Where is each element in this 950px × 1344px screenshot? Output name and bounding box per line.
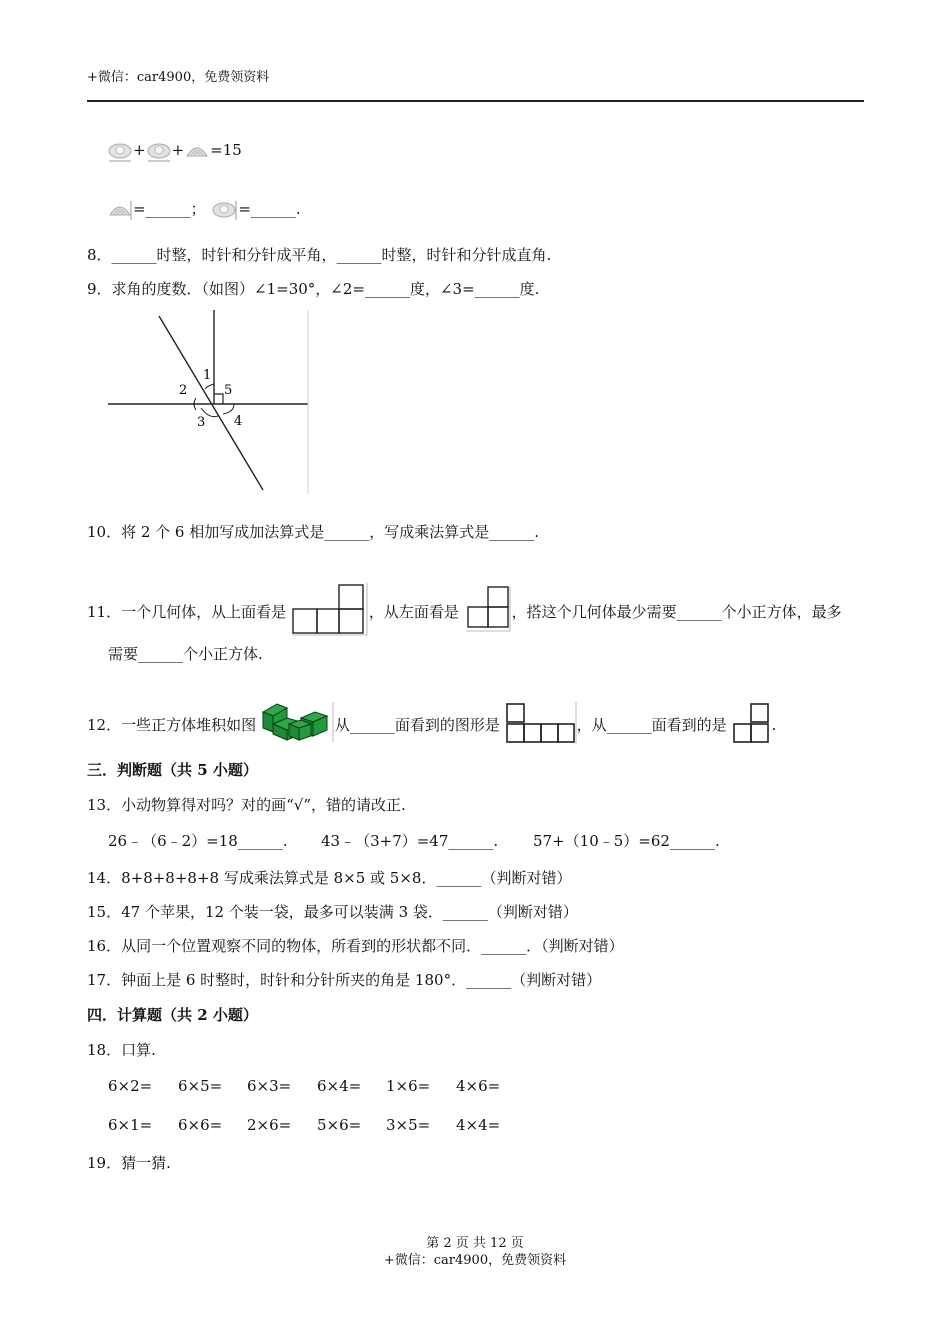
question-11-line1: 11．一个几何体，从上面看是 ，从左面看是 ，搭这个几何体最少需要______个小正方体，最多: [87, 581, 842, 637]
mental-math-item: 5×6=: [317, 1116, 362, 1134]
shell-icon: [107, 199, 133, 221]
question-15: 15．47 个苹果，12 个装一袋，最多可以装满 3 袋．______（判断对错）: [87, 903, 578, 921]
question-16: 16．从同一个位置观察不同的物体，所看到的形状都不同．______．（判断对错）: [87, 937, 624, 955]
mental-math-item: 2×6=: [247, 1116, 292, 1134]
question-10: 10．将 2 个 6 相加写成加法算式是______，写成乘法算式是______.: [87, 523, 540, 541]
angle-label: 4: [234, 414, 243, 429]
right-angle-mark: [214, 394, 223, 404]
q13-item: 26﹣（6﹣2）=18______.: [108, 832, 288, 850]
question-12: 12．一些正方体堆积如图 从______面看到的图形是 ，从______面看到的是 .: [87, 702, 776, 746]
angle-figure: [106, 308, 312, 494]
angle-label: 5: [224, 383, 233, 398]
top-view-figure: [291, 581, 369, 637]
side-view-figure: [731, 702, 771, 746]
question-14: 14．8+8+8+8+8 写成乘法算式是 8×5 或 5×8．______（判断对错）: [87, 869, 572, 887]
mental-math-item: 6×3=: [247, 1077, 292, 1095]
slanted-line: [159, 316, 263, 490]
mental-math-item: 6×5=: [178, 1077, 223, 1095]
question-18: 18．口算.: [87, 1041, 156, 1059]
question-17: 17．钟面上是 6 时整时，时针和分针所夹的角是 180°．______（判断对错）: [87, 971, 602, 989]
question-19: 19．猜一猜.: [87, 1154, 171, 1172]
mental-math-item: 3×5=: [386, 1116, 431, 1134]
q13-item: 57+（10﹣5）=62______.: [533, 832, 720, 850]
question-11-line2: 需要______个小正方体.: [108, 645, 263, 663]
coin-icon: [107, 140, 133, 162]
footer-text: +微信：car4900，免费领资料: [383, 1253, 567, 1268]
q7-equation-1: + + =15: [107, 140, 242, 162]
question-8: 8．______时整，时针和分针成平角，______时整，时针和分针成直角.: [87, 246, 552, 264]
mental-math-item: 6×2=: [108, 1077, 153, 1095]
front-view-figure: [505, 702, 577, 746]
mental-math-item: 6×1=: [108, 1116, 153, 1134]
angle-label: 3: [197, 415, 206, 430]
mental-math-item: 4×4=: [456, 1116, 501, 1134]
angle-4-arc: [223, 404, 234, 414]
question-13: 13．小动物算得对吗？对的画“√”，错的请改正.: [87, 796, 406, 814]
header-text: +微信：car4900，免费领资料: [87, 70, 270, 85]
angle-1-arc: [205, 384, 214, 389]
angle-label: 1: [203, 368, 212, 383]
q7-equation-2: =______； =______.: [107, 199, 301, 221]
angle-label: 2: [179, 383, 188, 398]
mental-math-item: 4×6=: [456, 1077, 501, 1095]
section-4-title: 四．计算题（共 2 小题）: [87, 1006, 258, 1024]
mental-math-item: 6×4=: [317, 1077, 362, 1095]
question-9: 9．求角的度数．（如图）∠1=30°，∠2=______度，∠3=______度.: [87, 280, 540, 298]
cube-stack-figure: [261, 702, 335, 742]
header-divider: [87, 100, 864, 102]
mental-math-item: 6×6=: [178, 1116, 223, 1134]
shell-icon: [184, 140, 210, 162]
coin-icon: [146, 140, 172, 162]
section-3-title: 三．判断题（共 5 小题）: [87, 761, 258, 779]
mental-math-item: 1×6=: [386, 1077, 431, 1095]
coin-icon: [210, 199, 238, 221]
left-view-figure: [464, 585, 512, 635]
page-number: 第 2 页 共 12 页: [426, 1236, 524, 1251]
q13-item: 43﹣（3+7）=47______.: [321, 832, 499, 850]
